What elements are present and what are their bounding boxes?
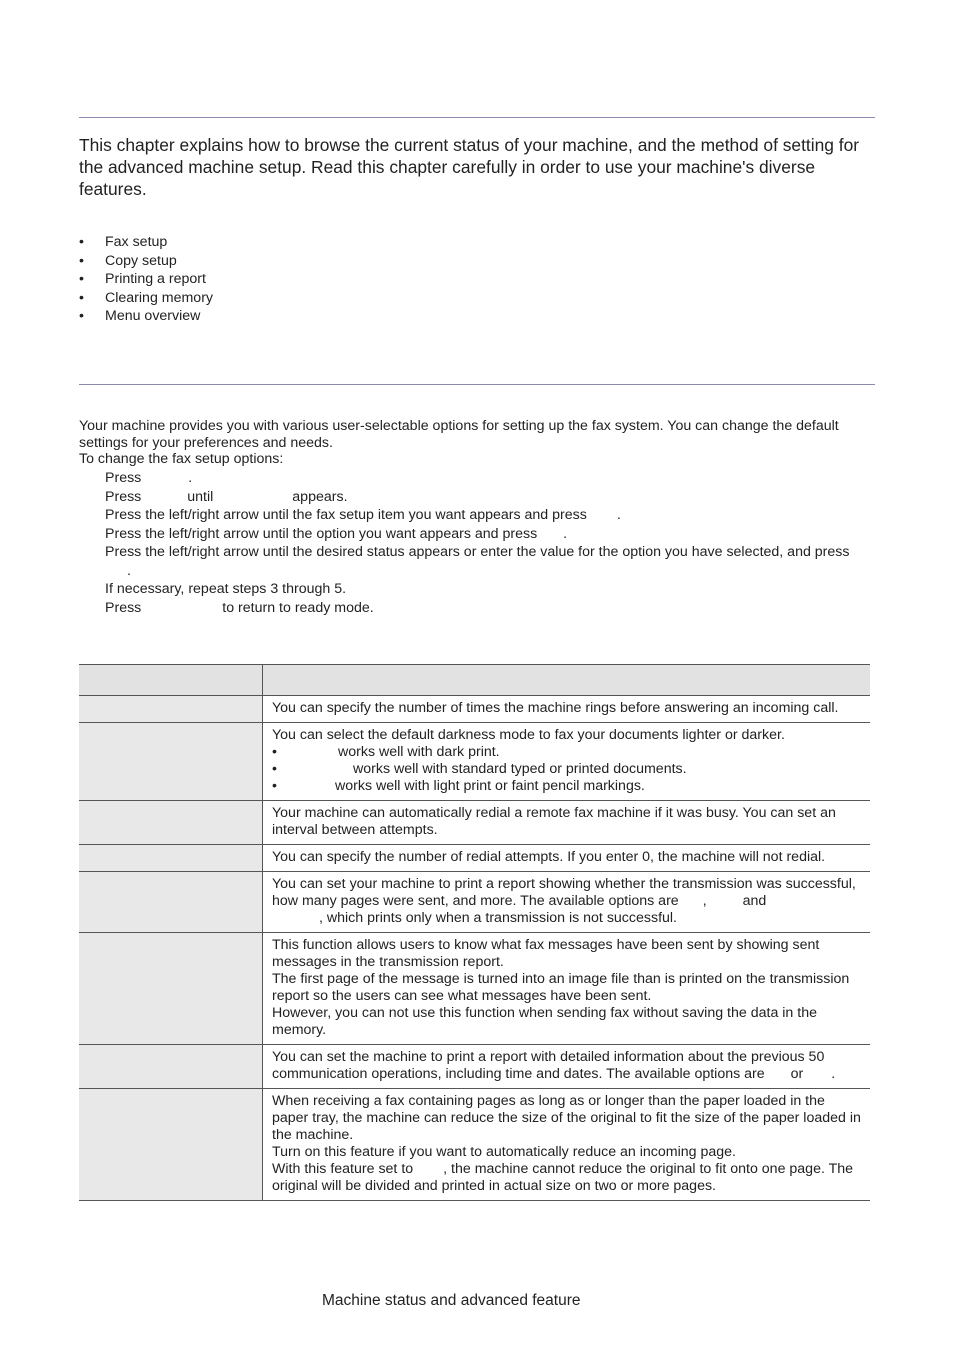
- toc-item[interactable]: • Menu overview: [79, 308, 201, 324]
- bullet: •: [79, 271, 84, 287]
- option-cell: [79, 801, 263, 845]
- step-5: Press the left/right arrow until the desired status appears or enter the value for the option you have selected, and press .: [105, 544, 850, 579]
- fax-setup-steps: [105, 469, 880, 617]
- bullet-item: • works well with standard typed or printed documents.: [272, 761, 687, 777]
- description-cell: This function allows users to know what fax messages have been sent by showing sent messages in the transmission report. The first page of the message is turned into an image file than is printed on the transmission report so the users can see what messages have been sent. However, you can not use this function when sending fax without saving the data in the memory.: [263, 933, 871, 1045]
- table-header-row: [79, 665, 870, 696]
- table-row: [79, 1045, 870, 1089]
- bullet-item: • works well with light print or faint pencil markings.: [272, 778, 645, 794]
- table-row: [79, 723, 870, 801]
- toc-item[interactable]: • Clearing memory: [79, 289, 214, 306]
- step-4: Press the left/right arrow until the option you want appears and press .: [105, 525, 568, 542]
- step-3: Press the left/right arrow until the fax setup item you want appears and press .: [105, 507, 621, 523]
- toc-item[interactable]: • Printing a report: [79, 271, 206, 287]
- table-row: [79, 1089, 870, 1201]
- bullet: •: [79, 289, 84, 306]
- table-row: [79, 933, 870, 1045]
- description-cell: When receiving a fax containing pages as long as or longer than the paper loaded in the paper tray, the machine can reduce the size of the original to fit the size of the paper loaded in the machine. Turn on this feature if you want to automatically reduce an incoming page. With this feature set to , the machine cannot reduce the original to fit onto one page. The original will be divided and printed in actual size on two or more pages.: [263, 1089, 871, 1201]
- description-cell: You can set your machine to print a report showing whether the transmission was successful, how many pages were sent, and more. The available options are , and , which prints only when a transmission is not successful.: [263, 872, 871, 933]
- fax-options-table: [79, 664, 870, 1201]
- table-row: [79, 801, 870, 845]
- header-option: [79, 665, 263, 696]
- page-footer: Machine status and advanced feature: [322, 1292, 581, 1309]
- option-cell: [79, 1045, 263, 1089]
- description-cell: You can specify the number of times the machine rings before answering an incoming call.: [263, 696, 871, 723]
- option-cell: [79, 723, 263, 801]
- chapter-intro: This chapter explains how to browse the current status of your machine, and the method of setting for the advanced machine setup. Read this chapter carefully in order to use your machine's diverse features.: [79, 135, 860, 199]
- toc-item[interactable]: • Fax setup: [79, 234, 168, 250]
- bullet: •: [79, 252, 84, 269]
- option-cell: [79, 845, 263, 872]
- table-row: [79, 845, 870, 872]
- option-cell: [79, 696, 263, 723]
- step-1: Press .: [105, 470, 193, 486]
- table-row: [79, 872, 870, 933]
- bullet: •: [79, 308, 84, 324]
- step-2: Press until appears.: [105, 488, 348, 505]
- fax-setup-lead-in: To change the fax setup options:: [79, 451, 284, 467]
- step-6: If necessary, repeat steps 3 through 5.: [105, 581, 347, 597]
- bullet-item: • works well with dark print.: [272, 744, 500, 760]
- fax-setup-description: Your machine provides you with various user-selectable options for setting up the fax system. You can change the default settings for your preferences and needs.: [79, 418, 839, 451]
- table-row: [79, 696, 870, 723]
- section-rule: [79, 384, 875, 385]
- header-description: [263, 665, 871, 696]
- option-cell: [79, 1089, 263, 1201]
- description-cell: You can select the default darkness mode to fax your documents lighter or darker. • works well with dark print. • works well with standard typed or printed documents. • works well with light print or faint pencil markings.: [263, 723, 871, 801]
- toc-item[interactable]: • Copy setup: [79, 252, 177, 269]
- chapter-contents-list: [79, 233, 213, 326]
- option-cell: [79, 872, 263, 933]
- top-rule: [79, 117, 875, 118]
- step-7: Press to return to ready mode.: [105, 599, 374, 616]
- bullet: •: [79, 234, 84, 250]
- description-cell: You can set the machine to print a report with detailed information about the previous 50 communication operations, including time and dates. The available options are or .: [263, 1045, 871, 1089]
- option-cell: [79, 933, 263, 1045]
- description-cell: You can specify the number of redial attempts. If you enter 0, the machine will not redial.: [263, 845, 871, 872]
- description-cell: Your machine can automatically redial a remote fax machine if it was busy. You can set an interval between attempts.: [263, 801, 871, 845]
